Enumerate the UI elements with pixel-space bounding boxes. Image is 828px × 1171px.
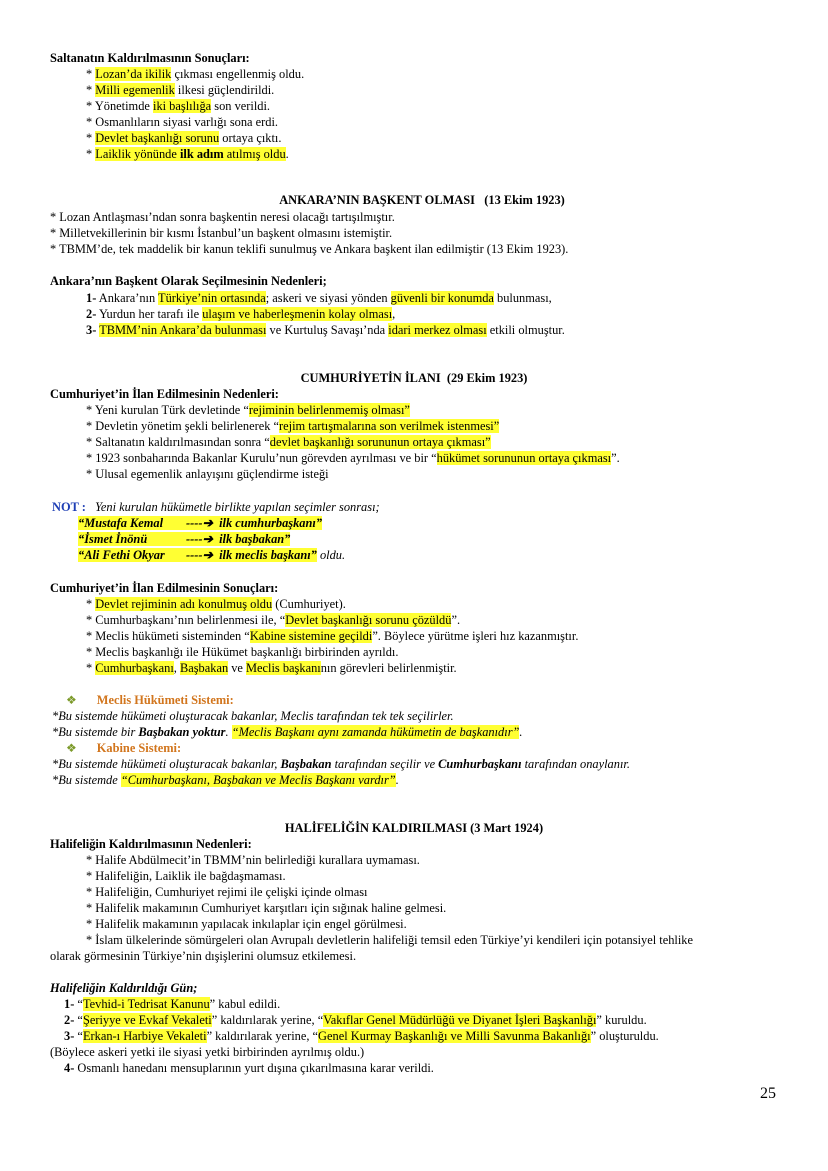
list-item: * Halifeliğin, Cumhuriyet rejimi ile çelişki içinde olması [86, 885, 368, 899]
text-line: *Bu sistemde hükümeti oluşturacak bakanlar, Meclis tarafından tek tek seçilirler. [52, 709, 454, 723]
system-heading-meclis: ❖ Meclis Hükümeti Sistemi: [66, 693, 234, 707]
diamond-bullet-icon: ❖ [66, 741, 77, 755]
list-item: * Milli egemenlik ilkesi güçlendirildi. [86, 83, 275, 97]
text-line: * Lozan Antlaşması’ndan sonra başkentin neresi olacağı tartışılmıştır. [50, 210, 395, 224]
text-line: * Milletvekillerinin bir kısmı İstanbul’un başkent olmasını istemiştir. [50, 226, 393, 240]
list-item: 4- Osmanlı hanedanı mensuplarının yurt dışına çıkarılmasına karar verildi. [64, 1061, 434, 1075]
list-item: * Meclis hükümeti sisteminden “Kabine sistemine geçildi”. Böylece yürütme işleri hız kazanmıştır. [86, 629, 579, 643]
section-heading-ankara: ANKARA’NIN BAŞKENT OLMASI (13 Ekim 1923) [279, 193, 565, 207]
list-item: * Halifelik makamının Cumhuriyet karşıtları için sığınak haline gelmesi. [86, 901, 447, 915]
section-title-halifelik-reasons: Halifeliğin Kaldırılmasının Nedenleri: [50, 837, 252, 851]
list-item: * İslam ülkelerinde sömürgeleri olan Avrupalı devletlerin halifeliği temsil eden Türkiye’yi kendileri için potansiyel tehlike [86, 933, 693, 947]
text-line: *Bu sistemde bir Başbakan yoktur. “Meclis Başkanı aynı zamanda hükümetin de başkanıdır”. [52, 725, 523, 739]
list-item: 1- “Tevhid-i Tedrisat Kanunu” kabul edildi. [64, 997, 281, 1011]
diamond-bullet-icon: ❖ [66, 693, 77, 707]
system-heading-kabine: ❖ Kabine Sistemi: [66, 741, 182, 755]
list-item: * Laiklik yönünde ilk adım atılmış oldu. [86, 147, 289, 161]
list-item: * Cumhurbaşkanı, Başbakan ve Meclis başkanının görevleri belirlenmiştir. [86, 661, 457, 675]
note-item: “İsmet İnönü ----➔ ilk başbakan” [78, 532, 291, 546]
list-item: 1- Ankara’nın Türkiye’nin ortasında; askeri ve siyasi yönden güvenli bir konumda bulunması, [86, 291, 552, 305]
note-line: NOT : Yeni kurulan hükümetle birlikte yapılan seçimler sonrası; [52, 500, 380, 514]
list-item: * Saltanatın kaldırılmasından sonra “devlet başkanlığı sorununun ortaya çıkması” [86, 435, 491, 449]
list-item-continuation: olarak görmesinin Türkiye’nin dışişlerini olumsuz etkilemesi. [50, 949, 357, 963]
section-title-saltanat-results: Saltanatın Kaldırılmasının Sonuçları: [50, 51, 250, 65]
note-label: NOT : [52, 500, 86, 514]
list-item: 3- TBMM’nin Ankara’da bulunması ve Kurtuluş Savaşı’nda idari merkez olması etkili olmuştur. [86, 323, 565, 337]
list-item: * Halifeliğin, Laiklik ile bağdaşmaması. [86, 869, 286, 883]
list-item: * Osmanlıların siyasi varlığı sona erdi. [86, 115, 279, 129]
list-item: * Cumhurbaşkanı’nın belirlenmesi ile, “Devlet başkanlığı sorunu çözüldü”. [86, 613, 461, 627]
section-title-halifelik-day: Halifeliğin Kaldırıldığı Gün; [50, 981, 198, 995]
section-title-cumhuriyet-reasons: Cumhuriyet’in İlan Edilmesinin Nedenleri: [50, 387, 279, 401]
list-item: * Yönetimde iki başlılığa son verildi. [86, 99, 271, 113]
list-item: 2- “Şeriyye ve Evkaf Vekaleti” kaldırılarak yerine, “Vakıflar Genel Müdürlüğü ve Diyanet İşleri Başkanlığı” kuruldu. [64, 1013, 647, 1027]
page-number: 25 [760, 1085, 776, 1102]
section-title-cumhuriyet-results: Cumhuriyet’in İlan Edilmesinin Sonuçları: [50, 581, 279, 595]
list-item: 3- “Erkan-ı Harbiye Vekaleti” kaldırılarak yerine, “Genel Kurmay Başkanlığı ve Milli Savunma Bakanlığı” oluşturuldu. [64, 1029, 659, 1043]
list-item: 2- Yurdun her tarafı ile ulaşım ve haberleşmenin kolay olması, [86, 307, 396, 321]
text-line: *Bu sistemde “Cumhurbaşkanı, Başbakan ve Meclis Başkanı vardır”. [52, 773, 399, 787]
text-line: * TBMM’de, tek maddelik bir kanun teklifi sunulmuş ve Ankara başkent ilan edilmiştir (13 Ekim 1923). [50, 242, 569, 256]
list-item: * Devlet başkanlığı sorunu ortaya çıktı. [86, 131, 282, 145]
list-item: * Lozan’da ikilik çıkması engellenmiş oldu. [86, 67, 305, 81]
list-item: * 1923 sonbaharında Bakanlar Kurulu’nun görevden ayrılması ve bir “hükümet sorununun ortaya çıkması”. [86, 451, 620, 465]
section-title-ankara-reasons: Ankara’nın Başkent Olarak Seçilmesinin Nedenleri; [50, 274, 327, 288]
list-item: * Meclis başkanlığı ile Hükümet başkanlığı birbirinden ayrıldı. [86, 645, 399, 659]
text-line: (Böylece askeri yetki ile siyasi yetki birbirinden ayrılmış oldu.) [50, 1045, 365, 1059]
list-item: * Yeni kurulan Türk devletinde “rejiminin belirlenmemiş olması” [86, 403, 410, 417]
list-item: * Halifelik makamının yapılacak inkılaplar için engel görülmesi. [86, 917, 407, 931]
list-item: * Devlet rejiminin adı konulmuş oldu (Cumhuriyet). [86, 597, 346, 611]
text-line: *Bu sistemde hükümeti oluşturacak bakanlar, Başbakan tarafından seçilir ve Cumhurbaşkanı tarafından onaylanır. [52, 757, 630, 771]
note-item: “Mustafa Kemal ----➔ ilk cumhurbaşkanı” [78, 516, 323, 530]
section-heading-cumhuriyet: CUMHURİYETİN İLANI (29 Ekim 1923) [300, 371, 528, 385]
list-item: * Halife Abdülmecit’in TBMM’nin belirlediği kurallara uymaması. [86, 853, 420, 867]
section-heading-halifelik: HALİFELİĞİN KALDIRILMASI (3 Mart 1924) [284, 821, 544, 835]
list-item: * Devletin yönetim şekli belirlenerek “rejim tartışmalarına son verilmek istenmesi” [86, 419, 500, 433]
list-item: * Ulusal egemenlik anlayışını güçlendirme isteği [86, 467, 329, 481]
note-item: “Ali Fethi Okyar ----➔ ilk meclis başkanı” oldu. [78, 548, 346, 562]
